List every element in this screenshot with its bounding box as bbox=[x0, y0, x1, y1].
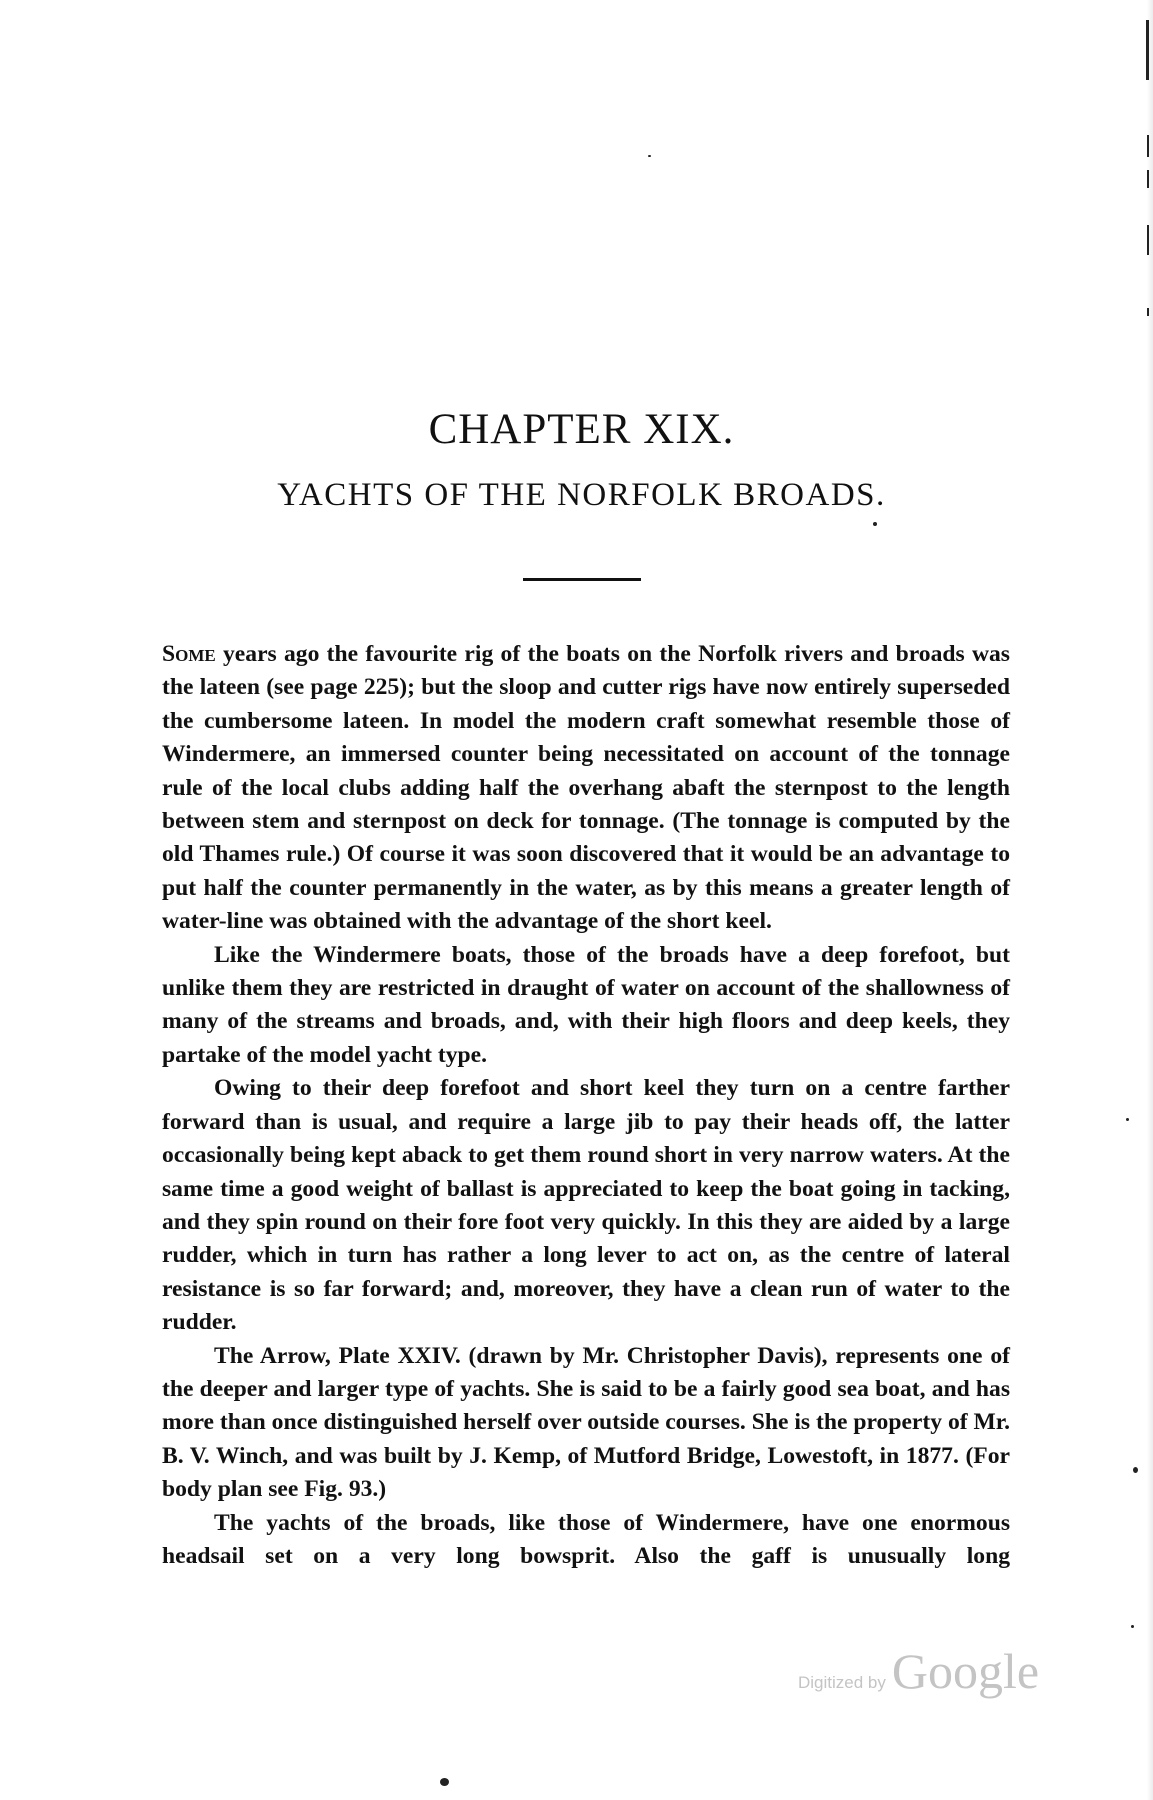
digitized-watermark bbox=[798, 1642, 1039, 1702]
watermark-brand-logo: Google bbox=[891, 1643, 1040, 1699]
scan-speck bbox=[1126, 1118, 1129, 1121]
scan-speck bbox=[1131, 1625, 1134, 1628]
watermark-prefix: Digitized by bbox=[798, 1673, 886, 1692]
paragraph: Owing to their deep forefoot and short keel they turn on a centre farther forward than is usual, and require a large jib to pay their heads off, the latter occasionally being kept aback to get them round short in very narrow waters. At the same time a good weight of ballast is appreciated to keep the boat going in tacking, and they spin round on their fore foot very quickly. In this they are aided by a large rudder, which in turn has rather a long lever to act on, as the centre of lateral resistance is so far forward; and, moreover, they have a clean run of water to the rudder. bbox=[162, 1075, 1010, 1336]
scan-speck bbox=[648, 155, 651, 157]
scan-edge-mark bbox=[1147, 225, 1149, 255]
drop-word: Some bbox=[162, 641, 216, 667]
scan-edge-mark bbox=[1147, 308, 1149, 316]
paragraph: The yachts of the broads, like those of Windermere, have one enormous headsail set on a very long bowsprit. Also the gaff is unusually long bbox=[162, 1509, 1010, 1569]
paragraph: Like the Windermere boats, those of the broads have a deep forefoot, but unlike them they are restricted in draught of water on account of the shallowness of many of the streams and broads, and, with their high floors and deep keels, they partake of the model yacht type. bbox=[162, 941, 1010, 1068]
scan-edge-mark bbox=[1147, 170, 1149, 188]
chapter-body-text bbox=[162, 638, 1010, 1573]
chapter-heading: CHAPTER XIX. bbox=[428, 406, 735, 453]
scan-speck bbox=[1133, 1467, 1138, 1473]
paragraph bbox=[162, 638, 1010, 939]
chapter-subtitle: YACHTS OF THE NORFOLK BROADS. bbox=[277, 477, 886, 513]
paragraph: The Arrow, Plate XXIV. (drawn by Mr. Christopher Davis), represents one of the deeper and larger type of yachts. She is said to be a fairly good sea boat, and has more than once distinguished herself over outside courses. She is the property of Mr. B. V. Winch, and was built by J. Kemp, of Mutford Bridge, Lowestoft, in 1877. (For body plan see Fig. 93.) bbox=[162, 1342, 1010, 1503]
scan-speck bbox=[440, 1778, 449, 1786]
paragraph-text: years ago the favourite rig of the boats on the Norfolk rivers and broads was the lateen (see page 225); but the sloop and cutter rigs have now entirely superseded the cumbersome lateen. In model the modern craft somewhat resemble those of Windermere, an immersed counter being necessitated on account of the tonnage rule of the local clubs adding half the overhang abaft the sternpost to the length between stem and sternpost on deck for tonnage. (The tonnage is computed by the old Thames rule.) Of course it was soon discovered that it would be an advantage to put half the counter permanently in the water, as by this means a greater length of water-line was obtained with the advantage of the short keel. bbox=[162, 641, 1010, 935]
scan-edge-shadow bbox=[1147, 0, 1153, 1800]
section-divider-rule bbox=[523, 578, 641, 581]
scan-edge-mark bbox=[1147, 135, 1149, 157]
scan-speck bbox=[873, 522, 877, 526]
scan-edge-mark bbox=[1146, 20, 1149, 80]
